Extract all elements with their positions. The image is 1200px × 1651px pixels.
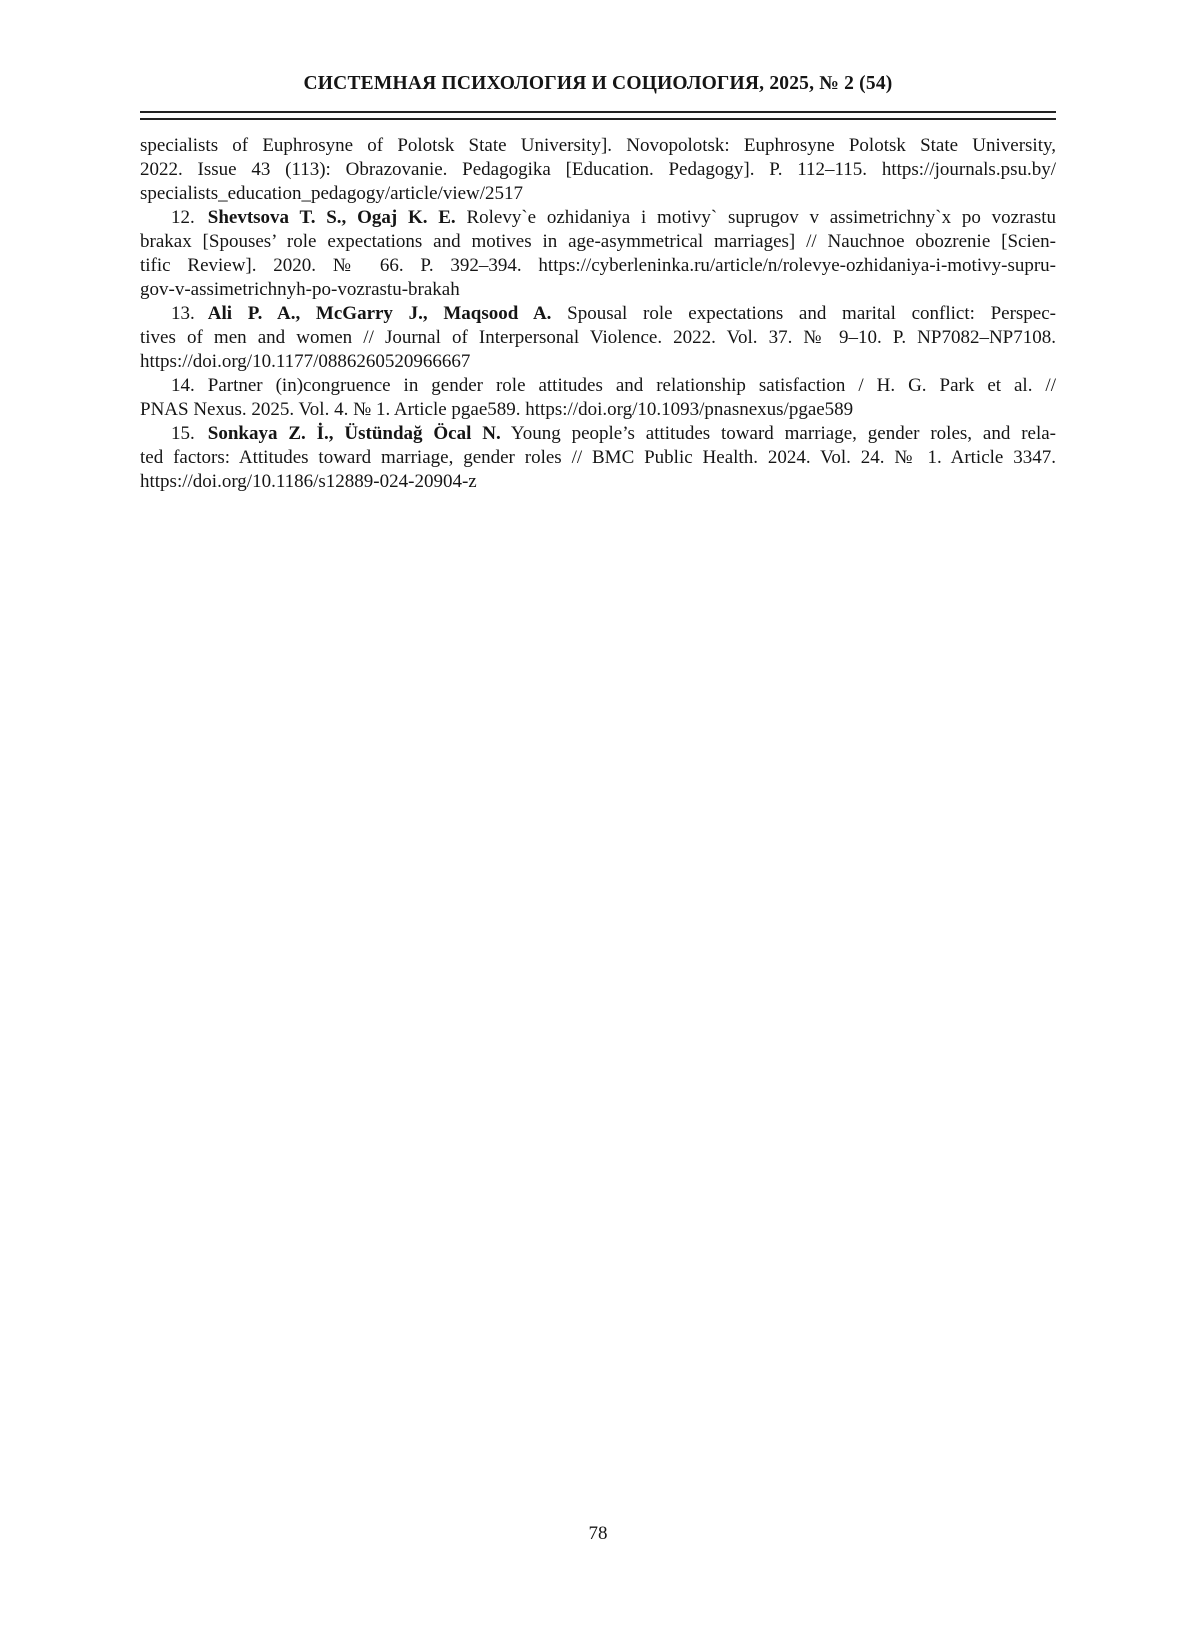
header-double-rule — [140, 111, 1056, 120]
reference-authors: Sonkaya Z. İ., Üstündağ Öcal N. — [207, 423, 501, 444]
reference-11-continuation-line-2 — [140, 158, 1056, 182]
reference-text: https://doi.org/10.1186/s12889-024-20904-z — [140, 471, 477, 492]
reference-text: Spousal role expectations and marital conflict: Perspec- — [551, 303, 1056, 324]
reference-12-line-3 — [140, 254, 1056, 278]
reference-number: 14. — [171, 375, 195, 396]
reference-number: 15. — [171, 423, 195, 444]
reference-12-line-4 — [140, 278, 1056, 302]
reference-15-line-3 — [140, 470, 1056, 494]
page-number: 78 — [588, 1523, 608, 1544]
reference-text: 2022. Issue 43 (113): Obrazovanie. Pedagogika [Education. Pedagogy]. P. 112–115. https://journals.psu.by/ — [140, 159, 1056, 180]
reference-14-line-1 — [140, 374, 1056, 398]
reference-13-line-2 — [140, 326, 1056, 350]
reference-12-line-1 — [140, 206, 1056, 230]
reference-15-line-1 — [140, 422, 1056, 446]
reference-number: 12. — [171, 207, 195, 228]
reference-text: tific Review]. 2020. № 66. P. 392–394. https://cyberleninka.ru/article/n/rolevye-ozhidaniya-i-motivy-supru- — [140, 255, 1056, 276]
reference-text: tives of men and women // Journal of Interpersonal Violence. 2022. Vol. 37. № 9–10. P. NP7082–NP7108. — [140, 327, 1056, 348]
reference-text: ted factors: Attitudes toward marriage, gender roles // BMC Public Health. 2024. Vol. 24. № 1. Article 3347. — [140, 447, 1056, 468]
reference-13-line-1 — [140, 302, 1056, 326]
references-list — [140, 134, 1056, 494]
reference-12-line-2 — [140, 230, 1056, 254]
reference-text: Partner (in)congruence in gender role attitudes and relationship satisfaction / H. G. Park et al. // — [207, 375, 1056, 396]
reference-authors: Ali P. A., McGarry J., Maqsood A. — [207, 303, 552, 324]
reference-text: PNAS Nexus. 2025. Vol. 4. № 1. Article pgae589. https://doi.org/10.1093/pnasnexus/pgae589 — [140, 399, 854, 420]
reference-text: brakax [Spouses’ role expectations and motives in age-asymmetrical marriages] // Nauchnoe obozrenie [Scien- — [140, 231, 1056, 252]
reference-number: 13. — [171, 303, 195, 324]
reference-text: https://doi.org/10.1177/0886260520966667 — [140, 351, 471, 372]
reference-text: Young people’s attitudes toward marriage, gender roles, and rela- — [500, 423, 1056, 444]
page-content — [140, 72, 1056, 494]
reference-11-continuation-line-1 — [140, 134, 1056, 158]
reference-14-line-2 — [140, 398, 1056, 422]
running-header-journal-title: СИСТЕМНАЯ ПСИХОЛОГИЯ И СОЦИОЛОГИЯ, 2025, № 2 (54) — [303, 73, 893, 94]
reference-15-line-2 — [140, 446, 1056, 470]
reference-11-continuation-line-3 — [140, 182, 1056, 206]
reference-authors: Shevtsova T. S., Ogaj K. E. — [207, 207, 456, 228]
reference-13-line-3 — [140, 350, 1056, 374]
reference-text: gov-v-assimetrichnyh-po-vozrastu-brakah — [140, 279, 460, 300]
reference-text: specialists of Euphrosyne of Polotsk State University]. Novopolotsk: Euphrosyne Polotsk State University, — [140, 135, 1056, 156]
reference-text: Rolevy`e ozhidaniya i motivy` suprugov v assimetrichny`x po vozrastu — [455, 207, 1056, 228]
reference-text: specialists_education_pedagogy/article/view/2517 — [140, 183, 524, 204]
